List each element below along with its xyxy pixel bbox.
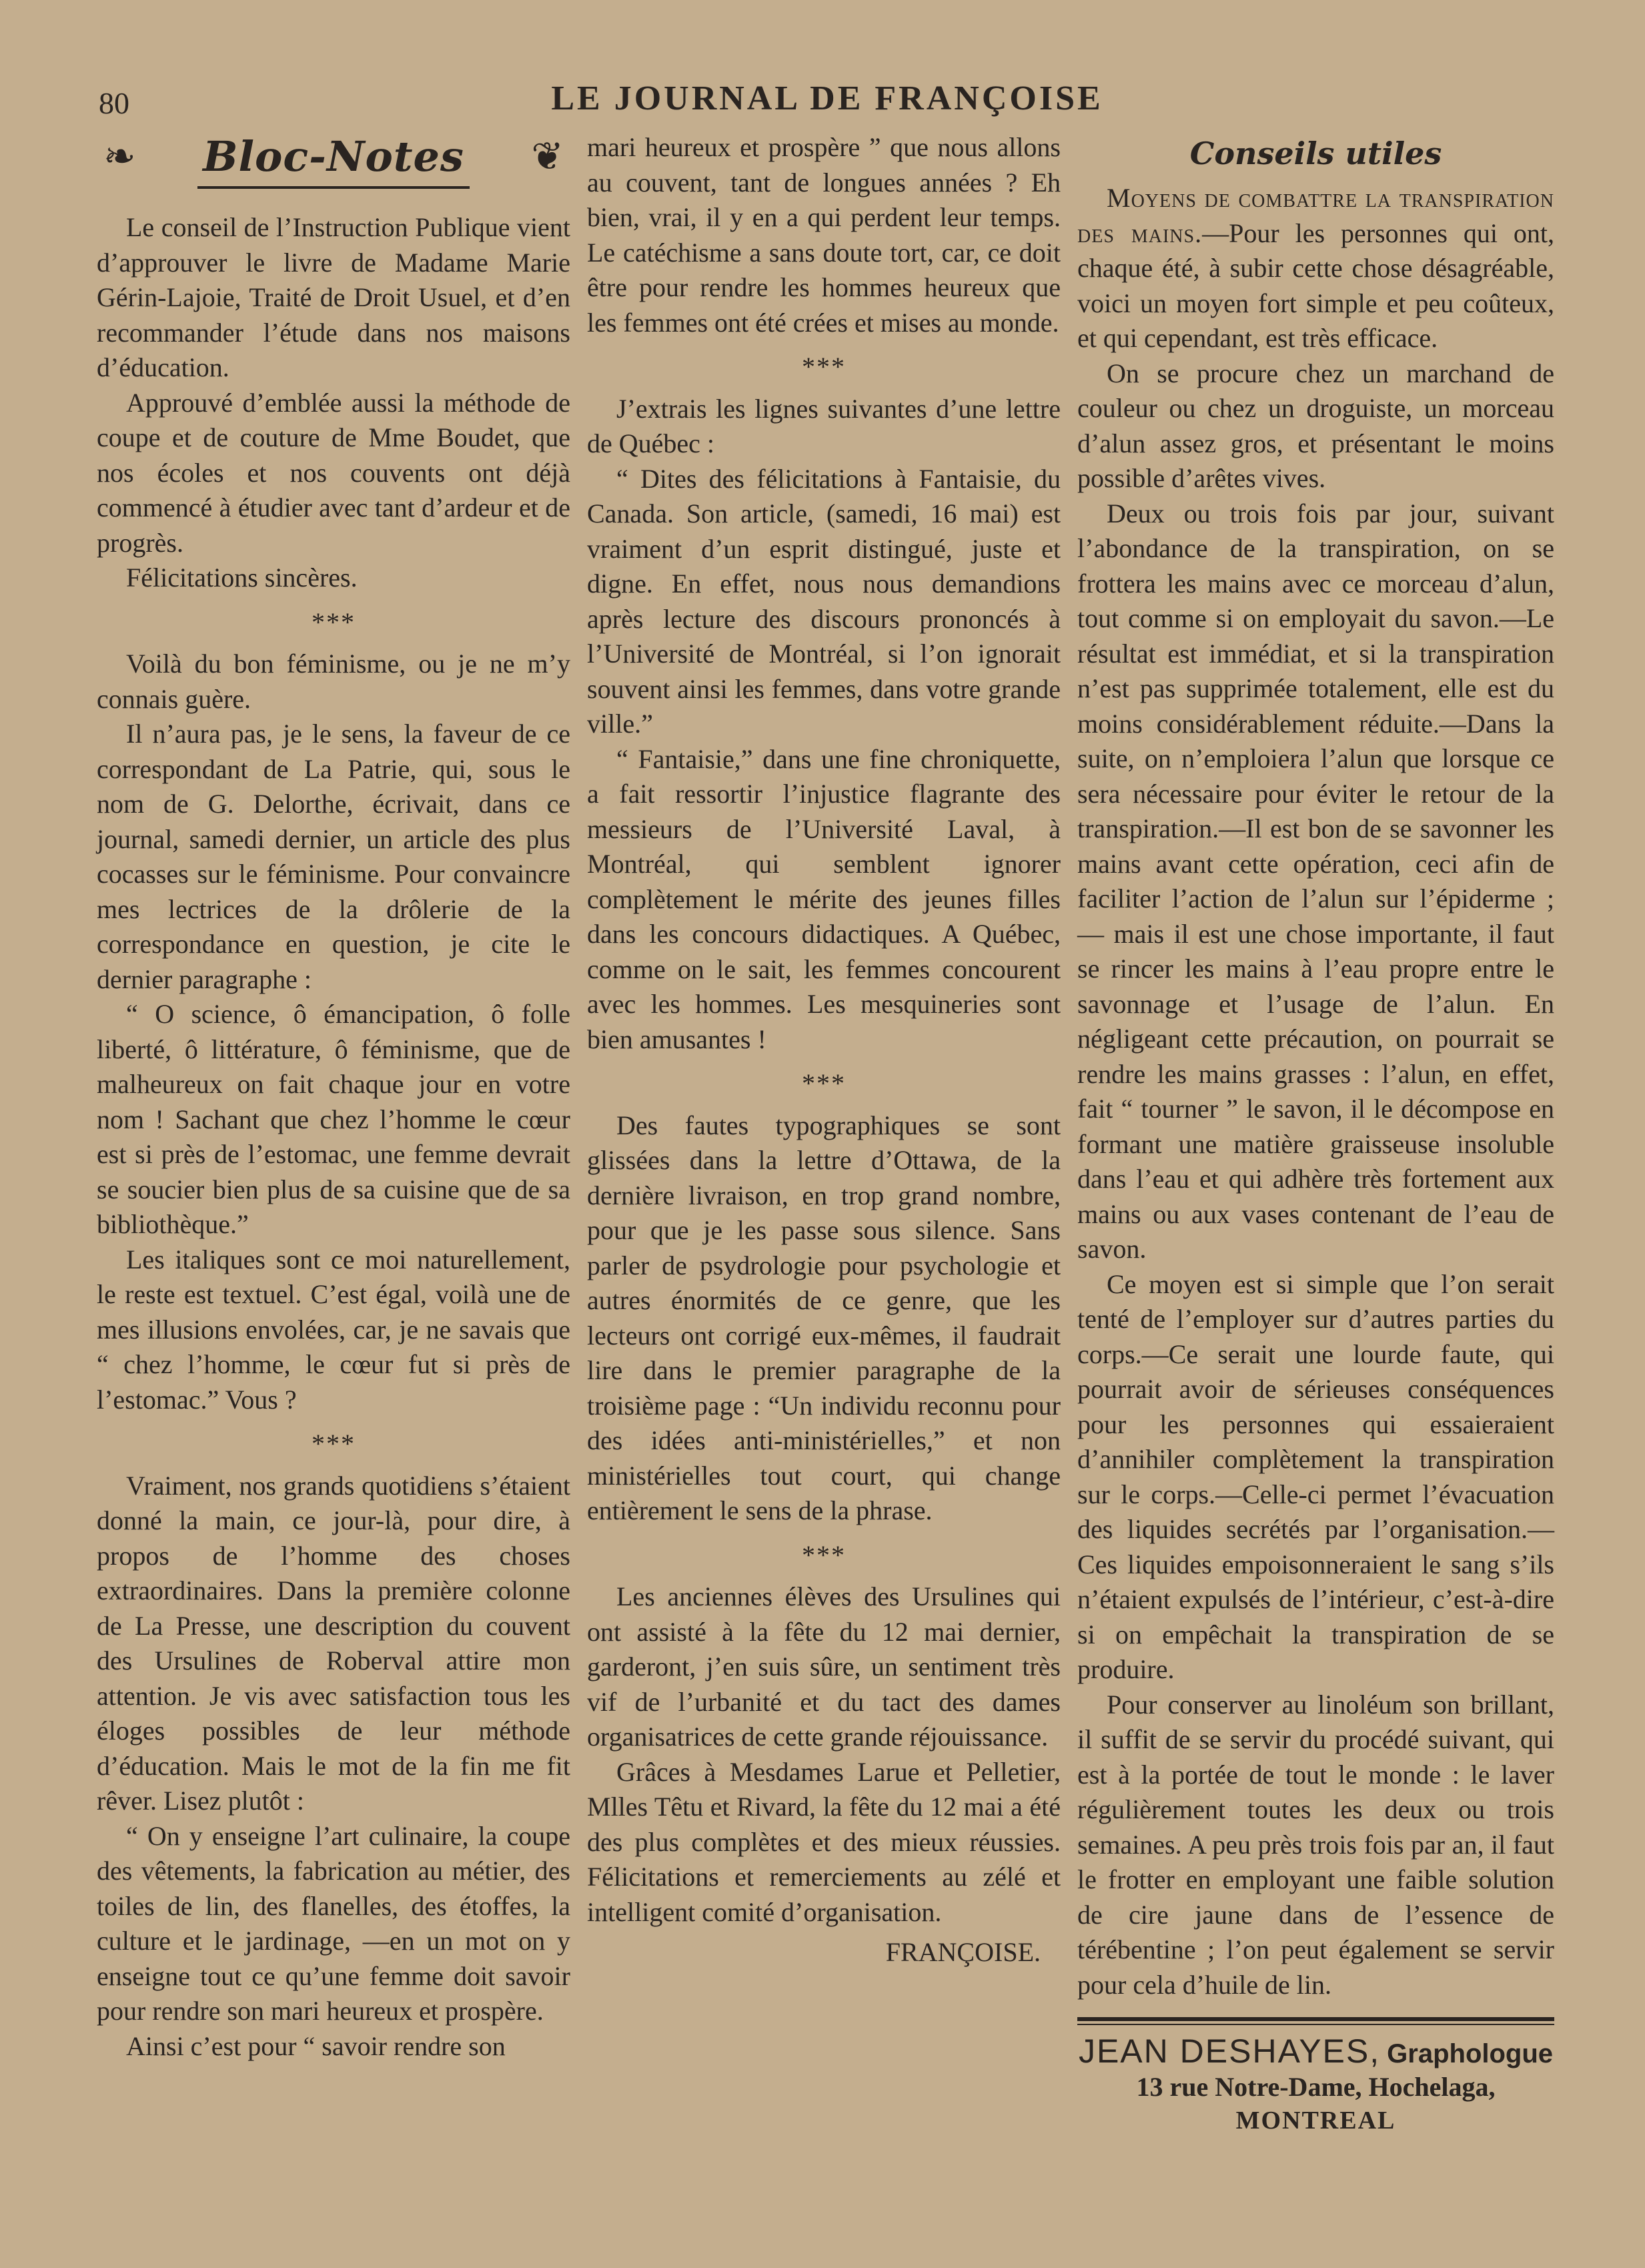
bloc-notes-title: Bloc-Notes — [197, 130, 470, 189]
divider — [1077, 2017, 1554, 2025]
ad-city: MONTREAL — [1235, 2107, 1396, 2135]
page-header — [93, 79, 1561, 125]
paragraph — [1077, 181, 1554, 356]
conseils-title: Conseils utiles — [1189, 135, 1442, 171]
paragraph: Les italiques sont ce moi naturellement, le reste est textuel. C’est égal, voilà une de mes illusions envolées, car, je ne savais que “ chez l’homme, le cœur fut si près de l’estomac.” Vous ? — [97, 1244, 570, 1415]
journal-title: LE JOURNAL DE FRANÇOISE — [551, 79, 1103, 117]
column-conseils — [1077, 130, 1554, 2137]
advertisement — [1077, 2034, 1554, 2137]
column-bloc-notes — [97, 130, 570, 2064]
paragraph: “ Fantaisie,” dans une fine chroniquette, a fait ressortir l’injustice flagrante des messieurs de l’Université Laval, à Montréal, qui semblent ignorer complètement le mérite des jeunes filles dans les concours didactiques. A Québec, comme on le sait, les femmes concourent avec les hommes. Les mesquineries sont bien amusantes ! — [587, 743, 1061, 1054]
paragraph: Grâces à Mesdames Larue et Pelletier, Mlles Têtu et Rivard, la fête du 12 mai a été des plus complètes et des mieux réussies. Félicitations et remerciements au zélé et intelligent comité d’organisation. — [587, 1756, 1061, 1927]
asterism-divider: *** — [802, 352, 846, 382]
paragraph: Pour conserver au linoléum son brillant, il suffit de se servir du procédé suivant, qui est à la portée de tout le monde : le laver régulièrement toutes les deux ou trois semaines. A peu près trois fois par an, il faut le frotter en employant une faible solution de cire jaune dans de l’essence de térébentine ; l’on peut également se servir pour cela d’huile de lin. — [1077, 1689, 1554, 2000]
scroll-ornament-icon: ❦ — [531, 135, 564, 178]
page-number: 80 — [99, 86, 129, 120]
paragraph: Ainsi c’est pour “ savoir rendre son — [126, 2030, 506, 2061]
author-signature: FRANÇOISE. — [885, 1937, 1041, 1967]
quoted-paragraph: “ O science, ô émancipation, ô folle liberté, ô littérature, ô féminisme, que de malheureux on fait chaque jour en votre nom ! Sachant que chez l’homme le cœur est si près de l’estomac, une femme devrait se soucier bien plus de sa cuisine que de sa bibliothèque.” — [97, 999, 570, 1239]
quoted-paragraph: “ Dites des félicitations à Fantaisie, du Canada. Son article, (samedi, 16 mai) est vraiment d’un esprit distingué, juste et digne. En effet, nous nous demandions après lecture des discours prononcés à l’Université de Montréal, si l’on ignorait souvent ainsi les femmes, dans votre grande ville.” — [587, 463, 1061, 739]
paragraph-text: —Pour les personnes qui ont, chaque été, à subir cette chose désagréable, voici un moyen fort simple et peu coûteux, et qui cependant, est très efficace. — [1077, 218, 1555, 353]
paragraph: Le conseil de l’Instruction Publique vient d’approuver le livre de Madame Marie Gérin-Lajoie, Traité de Droit Usuel, et d’en recommander l’étude dans nos maisons d’éducation. — [97, 212, 570, 382]
paragraph: Des fautes typographiques se sont glissées dans la lettre d’Ottawa, de la dernière livraison, en trop grand nombre, pour que je les passe sous silence. Sans parler de psydrologie pour psychologie et autres énormités de ce genre, que les lecteurs ont corrigé eux-mêmes, il faudrait lire dans le premier paragraphe de la troisième page : “Un individu reconnu pour des idées anti-ministérielles,” et non ministérielles tout court, qui change entièrement le sens de la phrase. — [587, 1110, 1061, 1525]
asterism-divider: *** — [802, 1539, 846, 1570]
asterism-divider: *** — [802, 1068, 846, 1098]
quoted-paragraph: “ On y enseigne l’art culinaire, la coupe des vêtements, la fabrication au métier, des toiles de lin, des flanelles, des étoffes, la culture et le jardinage, —en un mot on y enseigne tout ce qu’une femme doit savoir pour rendre son mari heureux et prospère. — [97, 1820, 570, 2026]
ad-role: Graphologue — [1387, 2039, 1554, 2068]
scroll-ornament-icon: ❧ — [103, 135, 136, 178]
paragraph: Félicitations sincères. — [126, 562, 358, 593]
section-subhead: Moyens de combattre la transpiration des mains. — [1077, 183, 1554, 248]
ad-address: 13 rue Notre-Dame, Hochelaga, — [1136, 2072, 1496, 2102]
asterism-divider: *** — [312, 1429, 356, 1459]
paragraph: Approuvé d’emblée aussi la méthode de coupe et de couture de Mme Boudet, que nos écoles et nos couvents ont déjà commencé à étudier avec tant d’ardeur et de progrès. — [97, 387, 570, 558]
paragraph: Ce moyen est si simple que l’on serait tenté de l’employer sur d’autres parties du corps.—Ce serait une lourde faute, qui pourrait avoir de sérieuses conséquences pour les personnes qui essaieraient d’annihiler complètement la transpiration sur le corps.—Celle-ci permet l’évacuation des liquides secrétés par l’organisation.—Ces liquides empoisonneraient le sang s’ils n’étaient expulsés de l’intérieur, c’est-à-dire si on empêchait la transpiration de se produire. — [1077, 1268, 1554, 1684]
paragraph: Les anciennes élèves des Ursulines qui ont assisté à la fête du 12 mai dernier, garderont, j’en suis sûre, un sentiment très vif de l’urbanité et du tact des dames organisatrices de cette grande réjouissance. — [587, 1581, 1061, 1752]
paragraph: On se procure chez un marchand de couleur ou chez un droguiste, un morceau d’alun assez gros, et présentant le moins possible d’arêtes vives. — [1077, 358, 1554, 493]
bloc-notes-heading — [97, 130, 570, 210]
column-middle — [587, 130, 1061, 1970]
asterism-divider: *** — [312, 607, 356, 637]
paragraph: mari heureux et prospère ” que nous allons au couvent, tant de longues années ? Eh bien, vrai, il y en a qui perdent leur temps. Le catéchisme a sans doute tort, car, ce doit être pour rendre les hommes heureux que les femmes ont été crées et mises au monde. — [587, 132, 1061, 338]
paragraph: J’extrais les lignes suivantes d’une lettre de Québec : — [587, 393, 1061, 458]
ad-name: JEAN DESHAYES, — [1078, 2032, 1381, 2070]
paragraph: Voilà du bon féminisme, ou je ne m’y connais guère. — [97, 649, 570, 714]
paragraph: Deux ou trois fois par jour, suivant l’abondance de la transpiration, on se frottera les mains avec ce morceau d’alun, tout comme si on employait du savon.—Le résultat est immédiat, et si la transpiration n’est pas supprimée totalement, elle est du moins considérablement réduite.—Dans la suite, on n’emploiera l’alun que lorsque ce sera nécessaire pour éviter le retour de la transpiration.—Il est bon de se savonner les mains avant cette opération, ceci afin de faciliter l’action de l’alun sur l’épiderme ; — mais il est une chose importante, il faut se rincer les mains à l’eau propre entre le savonnage et l’usage de l’alun. En négligeant cette précaution, on pourrait se rendre les mains grasses : l’alun, en effet, fait “ tourner ” le savon, il le décompose en formant une matière graisseuse insoluble dans l’eau et qui adhère très fortement aux mains ou aux vases contenant de l’eau de savon. — [1077, 498, 1554, 1264]
paragraph: Il n’aura pas, je le sens, la faveur de ce correspondant de La Patrie, qui, sous le nom de G. Delorthe, écrivait, dans ce journal, samedi dernier, un article des plus cocasses sur le féminisme. Pour convaincre mes lectrices de la drôlerie de la correspondance en question, je cite le dernier paragraphe : — [97, 719, 570, 994]
paragraph: Vraiment, nos grands quotidiens s’étaient donné la main, ce jour-là, pour dire, à propos de l’homme des choses extraordinaires. Dans la première colonne de La Presse, une description du couvent des Ursulines de Roberval attire mon attention. Je vis avec satisfaction tous les éloges possibles de leur méthode d’éducation. Mais le mot de la fin me fit rêver. Lisez plutôt : — [97, 1470, 570, 1816]
